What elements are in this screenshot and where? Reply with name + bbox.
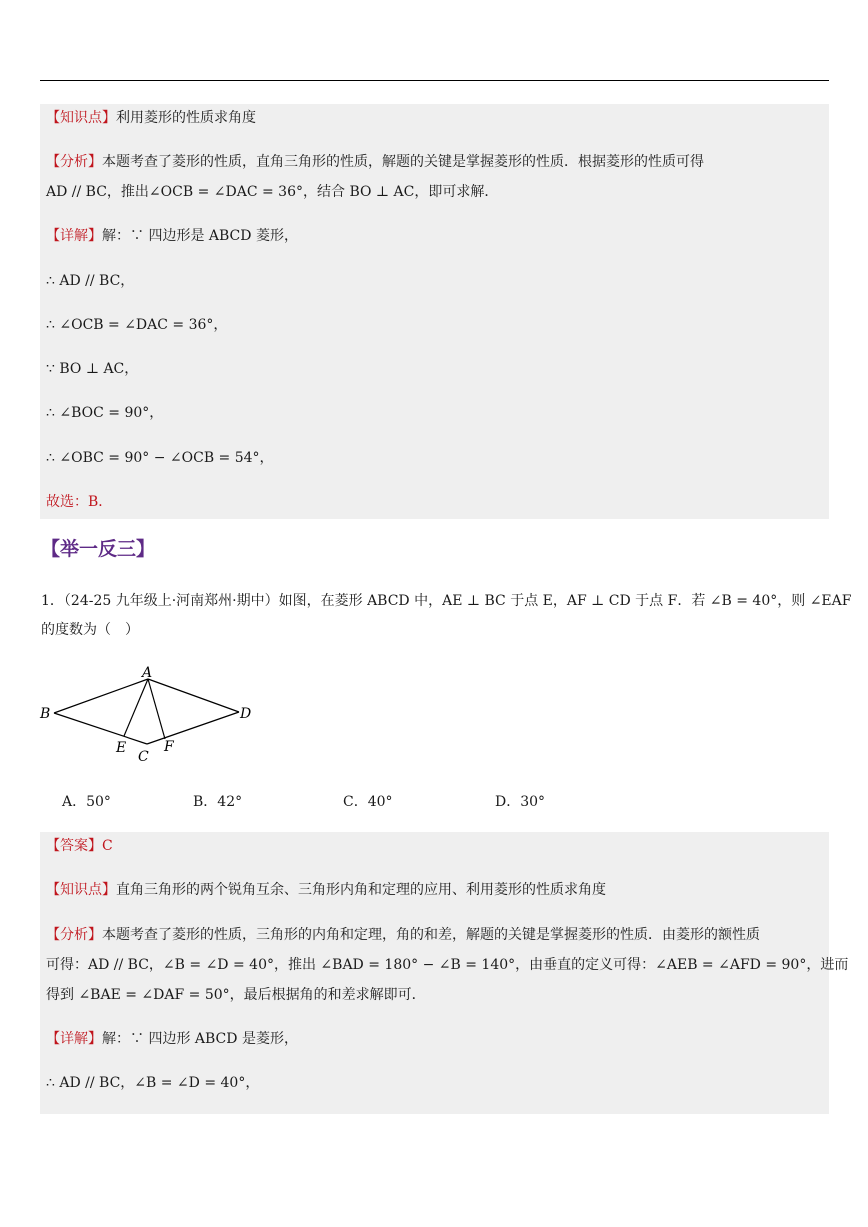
detail-step-3: ∵ BO ⊥ AC， bbox=[46, 361, 139, 377]
analysis-2-line-1: 【分析】本题考查了菱形的性质，三角形的内角和定理，角的和差，解题的关键是掌握菱形的性质．由菱形的额性质 bbox=[46, 927, 760, 943]
vertex-label-c: C bbox=[138, 749, 149, 765]
detail-2-line-1: 【详解】解：∵ 四边形 ABCD 是菱形， bbox=[46, 1031, 298, 1047]
option-b[interactable]: B．42° bbox=[193, 794, 243, 810]
vertex-label-f: F bbox=[164, 739, 174, 755]
detail-line-1: 【详解】解：∵ 四边形是 ABCD 菱形， bbox=[46, 228, 298, 244]
knowledge-point: 【知识点】利用菱形的性质求角度 bbox=[46, 110, 256, 126]
question-line-1: 1．（24-25 九年级上·河南郑州·期中）如图，在菱形 ABCD 中，AE ⊥ BC 于点 E，AF ⊥ CD 于点 F．若 ∠B = 40°，则 ∠EAF bbox=[41, 593, 852, 609]
rhombus-figure bbox=[36, 660, 266, 770]
vertex-label-b: B bbox=[40, 706, 51, 722]
header-rule bbox=[40, 80, 829, 81]
option-a[interactable]: A．50° bbox=[62, 794, 111, 810]
option-d[interactable]: D．30° bbox=[495, 794, 546, 810]
solution-panel-2 bbox=[40, 832, 849, 1114]
option-c[interactable]: C．40° bbox=[343, 794, 393, 810]
detail-2-line-2: ∴ AD // BC，∠B = ∠D = 40°， bbox=[46, 1075, 260, 1091]
analysis-line-2: AD // BC，推出∠OCB = ∠DAC = 36°，结合 BO ⊥ AC，即可求解． bbox=[46, 184, 499, 200]
vertex-label-e: E bbox=[116, 740, 127, 756]
section-heading: 【举一反三】 bbox=[41, 538, 156, 560]
answer-line: 【答案】C bbox=[46, 838, 113, 854]
vertex-label-d: D bbox=[240, 706, 252, 722]
choice-line: 故选：B． bbox=[46, 494, 113, 510]
analysis-2-line-2: 可得：AD // BC，∠B = ∠D = 40°，推出 ∠BAD = 180° − ∠B = 140°，由垂直的定义可得：∠AEB = ∠AFD = 90°，进而 bbox=[46, 957, 849, 973]
vertex-label-a: A bbox=[142, 665, 153, 681]
detail-step-1: ∴ AD // BC， bbox=[46, 273, 135, 289]
detail-step-4: ∴ ∠BOC = 90°， bbox=[46, 405, 164, 421]
solution-panel-1 bbox=[40, 104, 829, 519]
analysis-2-line-3: 得到 ∠BAE = ∠DAF = 50°，最后根据角的和差求解即可． bbox=[46, 987, 426, 1003]
knowledge-point-2: 【知识点】直角三角形的两个锐角互余、三角形内角和定理的应用、利用菱形的性质求角度 bbox=[46, 882, 606, 898]
detail-step-5: ∴ ∠OBC = 90° − ∠OCB = 54°， bbox=[46, 450, 274, 466]
question-line-2: 的度数为（ ） bbox=[41, 622, 139, 638]
analysis-line-1: 【分析】本题考查了菱形的性质，直角三角形的性质，解题的关键是掌握菱形的性质．根据菱形的性质可得 bbox=[46, 154, 704, 170]
detail-step-2: ∴ ∠OCB = ∠DAC = 36°， bbox=[46, 317, 228, 333]
